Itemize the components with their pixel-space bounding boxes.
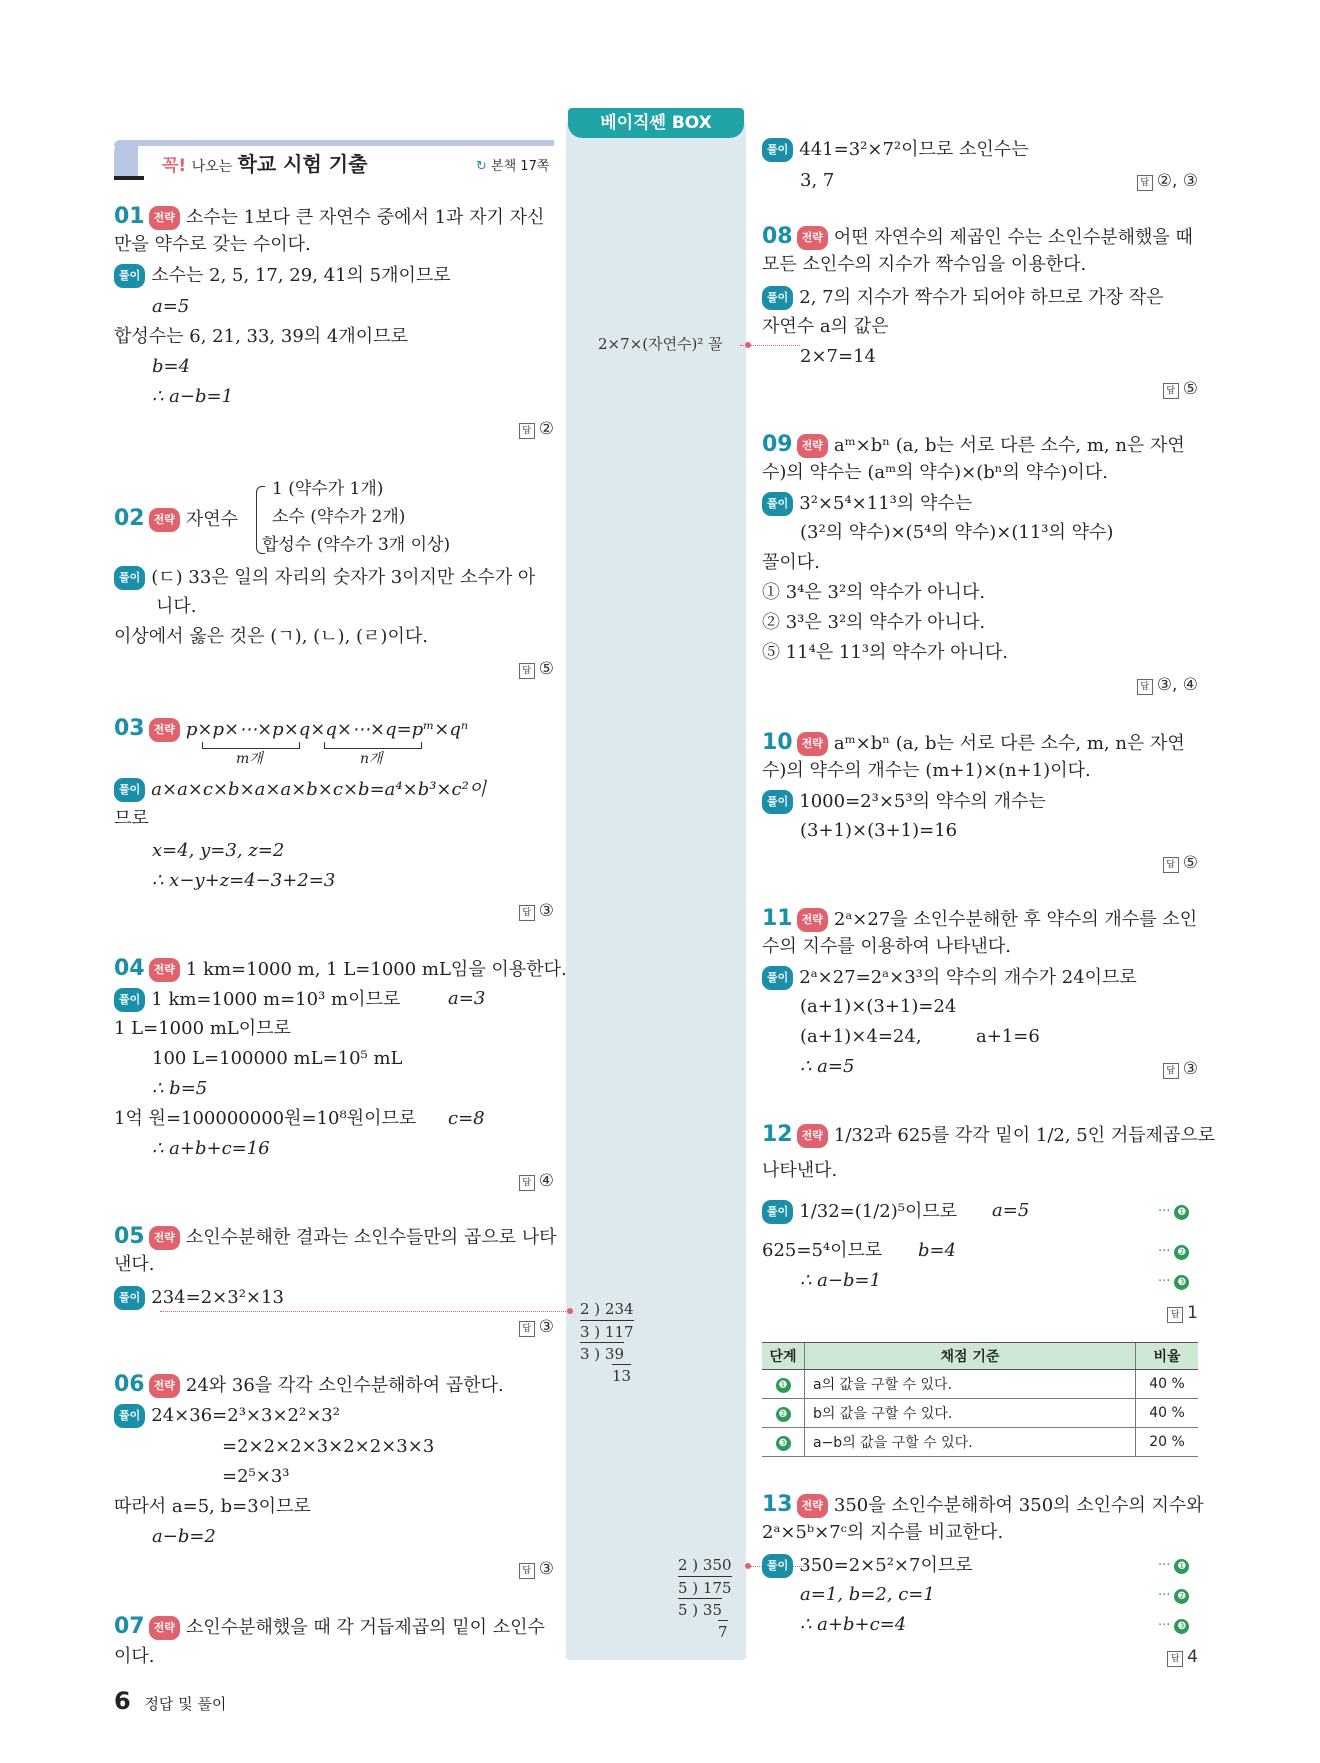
- answer-icon: 답: [519, 423, 535, 439]
- answer: 답 ②: [470, 418, 554, 440]
- table-row: ❷ b의 값을 구할 수 있다. 40 %: [762, 1399, 1198, 1428]
- header-small: 나오는: [191, 159, 233, 175]
- answer-icon: 답: [1163, 383, 1179, 399]
- answer-icon: 답: [1167, 1651, 1183, 1667]
- header-ref: 본책 17쪽: [491, 159, 550, 174]
- step-marker: ··· ❸: [1158, 1274, 1189, 1290]
- page-number: 6: [114, 1687, 131, 1715]
- connector: [160, 1311, 570, 1312]
- step-marker: ··· ❷: [1158, 1244, 1189, 1260]
- step-marker: ··· ❷: [1158, 1588, 1189, 1604]
- answer-icon: 답: [519, 663, 535, 679]
- table-row: ❶ a의 값을 구할 수 있다. 40 %: [762, 1370, 1198, 1399]
- grading-table: 단계 채점 기준 비율 ❶ a의 값을 구할 수 있다. 40 % ❷ b의 값을 구할 수 있다. 40 % ❸ a−b의 값을 구할 수 있다. 20 %: [762, 1342, 1198, 1457]
- connector-dot: [745, 1563, 751, 1569]
- answer-icon: 답: [1163, 857, 1179, 873]
- refresh-icon: ↻: [476, 159, 487, 174]
- table-row: ❸ a−b의 값을 구할 수 있다. 20 %: [762, 1428, 1198, 1457]
- step-marker: ··· ❶: [1158, 1204, 1189, 1220]
- answer-icon: 답: [519, 1563, 535, 1579]
- connector-dot: [745, 342, 751, 348]
- header-bang: 꼭!: [162, 156, 187, 176]
- answer-icon: 답: [519, 1321, 535, 1337]
- page-title: 학교 시험 기출: [237, 152, 368, 176]
- answer-icon: 답: [519, 1175, 535, 1191]
- connector-dot: [567, 1308, 573, 1314]
- answer-icon: 답: [1137, 175, 1153, 191]
- problem-number: 01: [114, 204, 145, 229]
- side-note-08: 2×7×(자연수)² 꼴: [598, 335, 723, 353]
- basic-box-title: 베이직쎈 BOX: [568, 108, 744, 138]
- answer-icon: 답: [1163, 1063, 1179, 1079]
- answer-icon: 답: [1167, 1307, 1183, 1323]
- step-marker: ··· ❸: [1158, 1618, 1189, 1634]
- footer: [114, 1687, 227, 1715]
- answer-icon: 답: [519, 905, 535, 921]
- answer-icon: 답: [1137, 679, 1153, 695]
- step-marker: ··· ❶: [1158, 1558, 1189, 1574]
- footer-label: 정답 및 풀이: [144, 1695, 227, 1713]
- strategy-tag: 전략: [149, 206, 180, 230]
- solution-tag: 풀이: [114, 264, 145, 288]
